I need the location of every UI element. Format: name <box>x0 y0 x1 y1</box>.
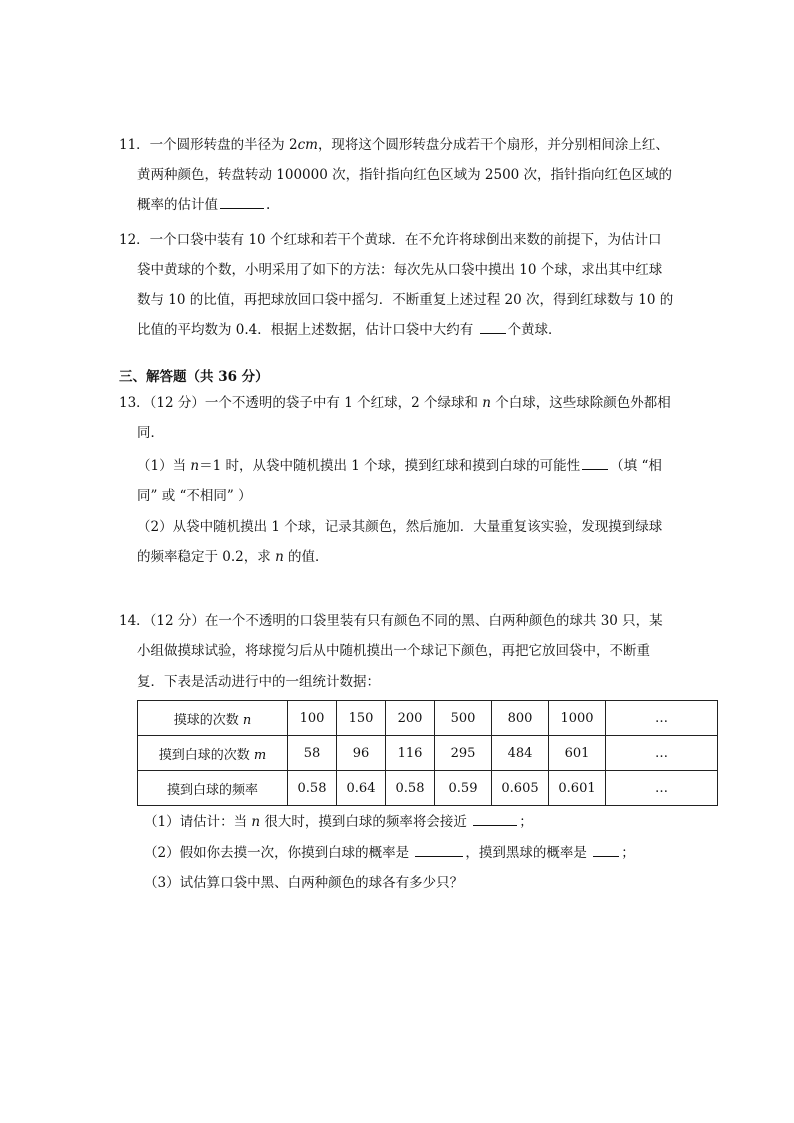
table-cell: 0.59 <box>435 771 492 806</box>
q14-text: （2）假如你去摸一次，你摸到白球的概率是 <box>144 845 414 861</box>
table-cell: … <box>606 771 718 806</box>
table-cell: 150 <box>337 701 386 736</box>
q13-line-1 <box>119 393 671 413</box>
q13-text: 13．（12 分）一个不透明的袋子中有 1 个红球，2 个绿球和 <box>119 395 483 411</box>
q13-text: ＝1 时，从袋中随机摸出 1 个球，摸到红球和摸到白球的可能性 <box>199 458 581 474</box>
q13-part2-line-1: （2）从袋中随机摸出 1 个球，记录其颜色，然后施加．大量重复该实验，发现摸到绿球 <box>137 519 663 535</box>
row-header <box>138 736 288 771</box>
table-cell: 1000 <box>549 701 606 736</box>
table-cell: 0.601 <box>549 771 606 806</box>
answer-blank <box>480 321 506 334</box>
row-header: 摸到白球的频率 <box>138 771 288 806</box>
variable-n: n <box>482 395 491 411</box>
q13-part1-line-2: 同” 或 “不相同” ） <box>137 488 252 504</box>
table-cell: 0.605 <box>492 771 549 806</box>
q14-text: 很大时，摸到白球的频率将会接近 <box>260 814 472 830</box>
table-row <box>138 701 718 736</box>
q13-line-2: 同． <box>137 425 164 441</box>
section-title: 三、解答题（共 36 分） <box>119 369 269 385</box>
variable-n: n <box>251 814 261 830</box>
q12-text: 个黄球． <box>507 322 562 338</box>
q12-line-1: 12．一个口袋中装有 10 个红球和若干个黄球．在不允许将球倒出来数的前提下，为估计口 <box>119 232 662 248</box>
q11-line-2: 黄两种颜色，转盘转动 100000 次，指针指向红色区域为 2500 次，指针指向红色区域的 <box>137 167 673 183</box>
table-cell: 200 <box>386 701 435 736</box>
table-row <box>138 736 718 771</box>
table-cell: 96 <box>337 736 386 771</box>
q13-text: （填 “相 <box>610 458 662 474</box>
q11-text: ，现将这个圆形转盘分成若干个扇形，并分别相间涂上红、 <box>317 137 669 153</box>
q13-part1-line-1 <box>137 456 662 476</box>
variable-n: n <box>242 712 252 728</box>
table-cell: … <box>606 701 718 736</box>
table-cell: 116 <box>386 736 435 771</box>
q14-line-1: 14．（12 分）在一个不透明的口袋里装有只有颜色不同的黑、白两种颜色的球共 30 只，某 <box>119 613 663 629</box>
table-cell: 100 <box>288 701 337 736</box>
table-cell: 0.64 <box>337 771 386 806</box>
q14-line-2: 小组做摸球试验，将球搅匀后从中随机摸出一个球记下颜色，再把它放回袋中，不断重 <box>137 643 650 659</box>
row-label: 摸球的次数 <box>173 712 243 728</box>
q11-line-1 <box>119 135 669 155</box>
q12-line-2: 袋中黄球的个数，小明采用了如下的方法：每次先从口袋中摸出 10 个球，求出其中红球 <box>137 262 663 278</box>
table-cell: 295 <box>435 736 492 771</box>
q13-text: 的频率稳定于 0.2，求 <box>137 549 276 565</box>
variable-n: n <box>275 549 284 565</box>
q14-text: ； <box>621 845 635 861</box>
q11-text: 概率的估计值 <box>137 197 218 213</box>
q11-text: . <box>266 197 271 213</box>
table-cell: 58 <box>288 736 337 771</box>
answer-blank <box>582 457 608 470</box>
table-cell: 500 <box>435 701 492 736</box>
q13-text: （1）当 <box>137 458 191 474</box>
answer-blank <box>415 844 463 857</box>
q14-text: ，摸到黑球的概率是 <box>465 845 592 861</box>
answer-blank <box>220 196 264 209</box>
q14-text: （1）请估计：当 <box>144 814 252 830</box>
q14-line-3: 复．下表是活动进行中的一组统计数据： <box>137 674 380 690</box>
q13-text: 的值． <box>283 549 329 565</box>
statistics-table <box>137 700 718 806</box>
q13-text: 个白球，这些球除颜色外都相 <box>490 395 671 411</box>
q14-sub-2 <box>144 843 635 863</box>
table-cell: 484 <box>492 736 549 771</box>
q12-line-3: 数与 10 的比值，再把球放回口袋中摇匀．不断重复上述过程 20 次，得到红球数与 10 的 <box>137 292 674 308</box>
table-cell: 601 <box>549 736 606 771</box>
table-cell: 800 <box>492 701 549 736</box>
table-cell: 0.58 <box>386 771 435 806</box>
q14-sub-3: （3）试估算口袋中黑、白两种颜色的球各有多少只？ <box>144 875 464 891</box>
row-label: 摸到白球的次数 <box>158 747 254 763</box>
table-cell: 0.58 <box>288 771 337 806</box>
q12-line-4 <box>137 320 562 340</box>
variable-n: n <box>190 458 200 474</box>
q14-text: ； <box>519 814 533 830</box>
q11-text: 11．一个圆形转盘的半径为 2 <box>119 137 298 153</box>
q14-sub-1 <box>144 812 533 832</box>
q11-line-3 <box>137 195 270 215</box>
row-header <box>138 701 288 736</box>
q13-part2-line-2 <box>137 547 329 567</box>
q12-text: 比值的平均数为 0.4．根据上述数据，估计口袋中大约有 <box>137 322 478 338</box>
answer-blank <box>473 813 517 826</box>
table-row <box>138 771 718 806</box>
variable-m: m <box>253 747 267 763</box>
q11-unit: cm <box>297 137 318 153</box>
answer-blank <box>593 844 619 857</box>
table-cell: … <box>606 736 718 771</box>
